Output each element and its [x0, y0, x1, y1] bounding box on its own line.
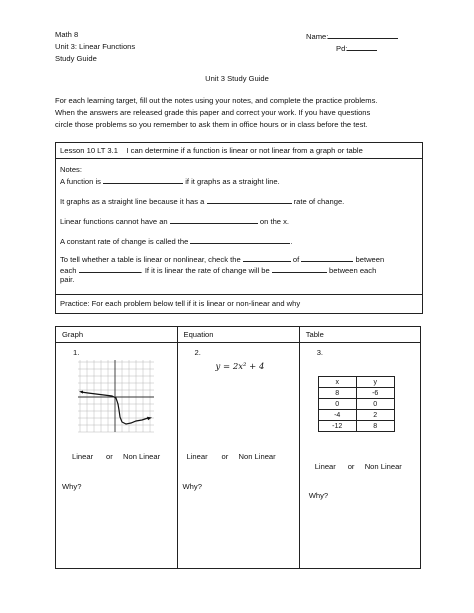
problem-1-nonlinear-option[interactable]: Non Linear	[123, 452, 161, 461]
period-field[interactable]	[336, 42, 377, 53]
intro-line-2: When the answers are released grade this paper and correct your work. If you have questions	[55, 108, 371, 117]
problem-1-or: or	[106, 452, 113, 461]
table-row: 0 0	[318, 399, 394, 410]
problem-3-why: Why?	[308, 491, 329, 500]
problem-3-number: 3.	[316, 348, 324, 357]
notes-line-2: It graphs as a straight line because it has a rate of change.	[60, 197, 345, 206]
notes-line-3: Linear functions cannot have an on the x.	[60, 217, 290, 226]
problem-2-equation: y = 2x² + 4	[215, 362, 265, 372]
practice-table	[55, 326, 421, 569]
problem-1-number: 1.	[73, 348, 80, 357]
problem-2-number: 2.	[194, 348, 201, 357]
practice-instructions: Practice: For each problem below tell if it is linear or non-linear and why	[60, 299, 301, 308]
blank-3[interactable]	[170, 215, 258, 224]
target-line	[60, 146, 363, 155]
blank-6[interactable]	[301, 253, 353, 262]
problem-2-linear-option[interactable]: Linear	[186, 452, 208, 461]
column-header-table: Table	[299, 327, 420, 343]
course-name: Math 8	[55, 30, 79, 39]
notes-line-1: A function is if it graphs as a straight line.	[60, 177, 280, 186]
target-text: I can determine if a function is linear or not linear from a graph or table	[126, 146, 363, 155]
problem-2-or: or	[221, 452, 229, 461]
problem-3-cell	[299, 343, 420, 569]
notes-line-7: pair.	[60, 275, 75, 284]
column-header-graph: Graph	[56, 327, 178, 343]
name-field[interactable]	[306, 30, 398, 41]
notes-line-4: A constant rate of change is called the .	[60, 237, 293, 246]
xy-header-y: y	[356, 377, 394, 388]
problem-2-nonlinear-option[interactable]: Non Linear	[238, 452, 276, 461]
problem-2-why: Why?	[182, 482, 202, 491]
period-blank[interactable]	[347, 42, 377, 51]
table-row: -12 8	[318, 421, 394, 432]
problem-3-or: or	[347, 462, 355, 471]
blank-2[interactable]	[207, 195, 292, 204]
problem-2-cell	[177, 343, 299, 569]
blank-5[interactable]	[243, 253, 291, 262]
notes-line-6: each . If it is linear the rate of change will be between each	[60, 266, 377, 275]
period-label: Pd:	[336, 44, 348, 53]
table-row: 8 -6	[318, 388, 394, 399]
problem-3-xy-table	[318, 376, 395, 432]
blank-8[interactable]	[272, 264, 327, 273]
name-blank[interactable]	[328, 30, 398, 39]
intro-line-1: For each learning target, fill out the notes using your notes, and complete the practice problems.	[55, 96, 378, 105]
problem-1-why: Why?	[62, 482, 82, 491]
notes-line-5: To tell whether a table is linear or nonlinear, check the of between	[60, 255, 385, 264]
xy-header-x: x	[318, 377, 356, 388]
column-header-equation: Equation	[177, 327, 299, 343]
table-row: -4 2	[318, 410, 394, 421]
problem-3-nonlinear-option[interactable]: Non Linear	[364, 462, 402, 471]
learning-target-box	[55, 142, 423, 314]
problem-1-graph	[76, 358, 158, 434]
target-code: Lesson 10 LT 3.1	[60, 146, 118, 155]
blank-4[interactable]	[190, 235, 290, 244]
blank-1[interactable]	[103, 175, 183, 184]
problem-1-linear-option[interactable]: Linear	[72, 452, 94, 461]
problem-3-linear-option[interactable]: Linear	[314, 462, 336, 471]
name-label: Name:	[306, 32, 329, 41]
notes-label: Notes:	[60, 165, 82, 174]
intro-line-3: circle those problems so you remember to ask them in office hours or in class before the test.	[55, 120, 368, 129]
unit-name: Unit 3: Linear Functions	[55, 42, 136, 51]
problem-1-cell	[56, 343, 178, 569]
page-title: Unit 3 Study Guide	[205, 74, 269, 83]
document-type: Study Guide	[55, 54, 97, 63]
blank-7[interactable]	[79, 264, 141, 273]
